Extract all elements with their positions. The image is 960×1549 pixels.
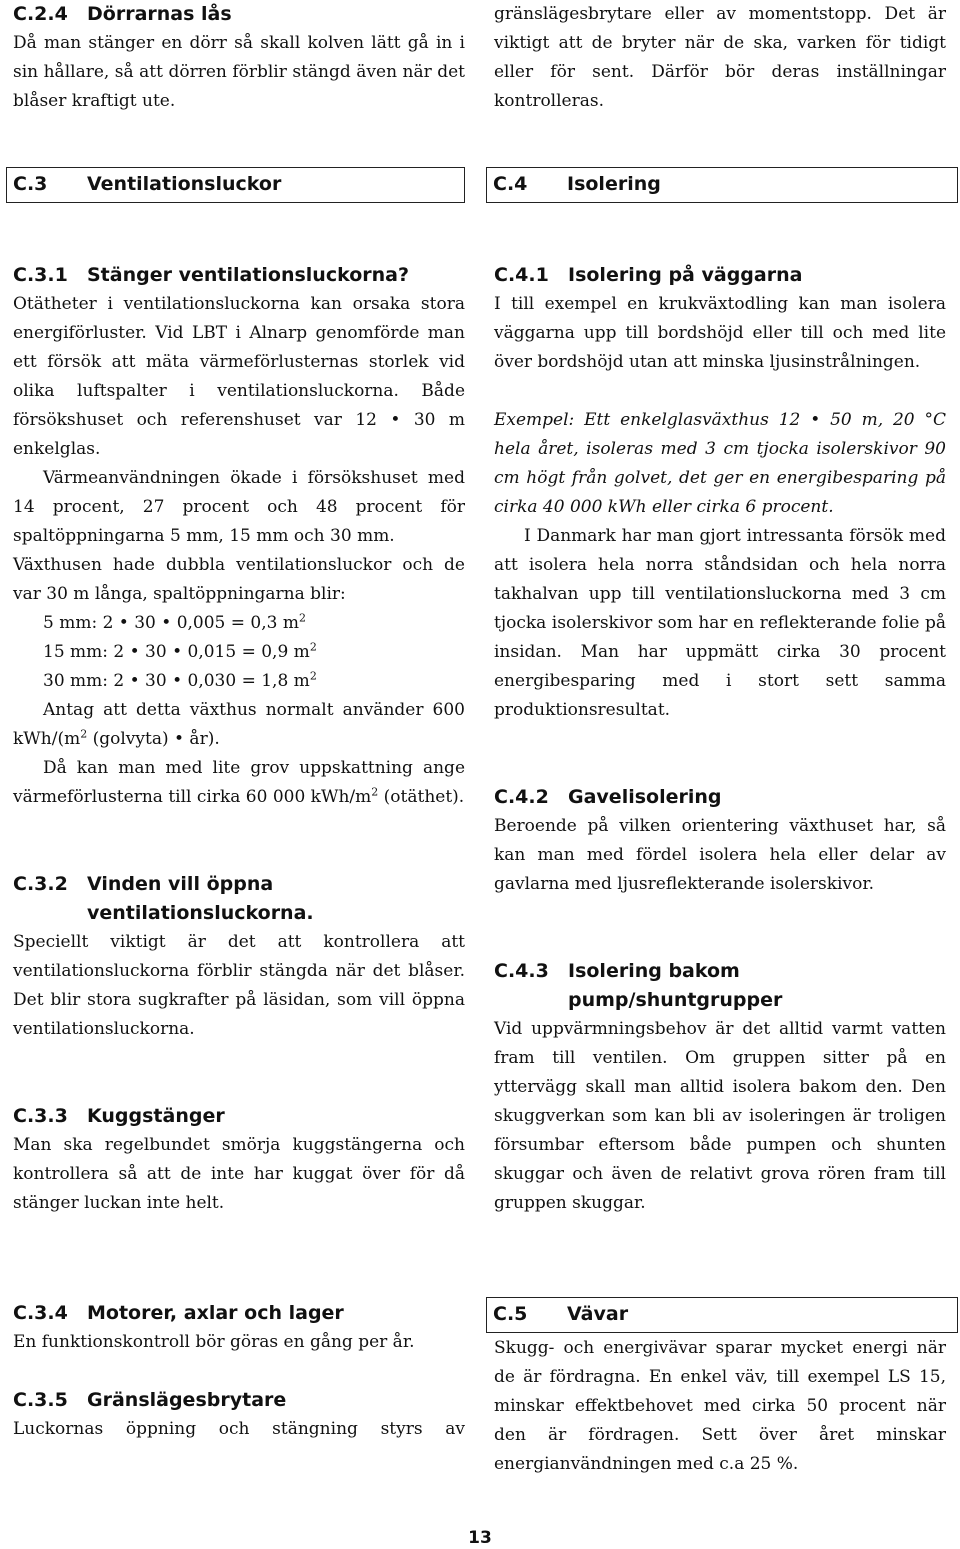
formula-15mm: 15 mm: 2 • 30 • 0,015 = 0,9 $m^2$ — [43, 640, 317, 662]
section-c31: Otätheter i ventilationsluckorna kan orsaka stora energiförluster. Vid LBT i Alnarp genomförde man ett försök att mäta värmeförlusternas storlek vid olika luftspalter i ventilationsluckorna. Både försökshuset och referenshuset var 12 • 30 m enkelglas. Värmeanvändningen ökade i försökshuset med 14 procent, 27 procent och 48 procent för spaltöppningarna 5 mm, 15 mm och 30 mm. Växthusen hade dubbla ventilationsluckor och de var 30 m långa, spaltöppningarna blir: 5 mm: 2 • 30 • 0,005 = 0,3 $m^2$ 15 mm: 2 • 30 • 0,015 = 0,9 $m^2$ 30 mm: 2 • 30 • 0,030 = 1,8 $m^2$ Antag att detta växthus normalt använder 600 kWh/($m^2$ (golvyta) • år). Då kan man med lite grov uppskattning ange värmeförlusterna till cirka 60 000 kWh/$m^2$ (otäthet). — [13, 290, 465, 812]
heading-c42: C.4.2 Gavelisolering — [494, 786, 722, 808]
paragraph-c24-continued: gränslägesbrytare eller av momentstopp. Det är viktigt att de bryter när de ska, varken för tidigt eller för sent. Därför bör deras inställningar kontrolleras. — [494, 4, 946, 111]
page-number: 13 — [468, 1528, 492, 1548]
heading-c24: C.2.4 Dörrarnas lås — [13, 3, 232, 25]
heading-c33: C.3.3 Kuggstänger — [13, 1105, 225, 1127]
section-c42: Beroende på vilken orientering växthuset har, så kan man med fördel isolera hela eller delar av gavlarna med ljusreflekterande isolerskivor. — [494, 816, 946, 894]
heading-box-c5: C.5 Vävar — [486, 1297, 958, 1333]
section-c41: I till exempel en krukväxtodling kan man isolera väggarna upp till bordshöjd eller till och med lite över bordshöjd utan att minska ljusinstrålningen. Exempel: Ett enkelglasväxthus 12 • 50 m, 20 °C hela året, isoleras med 3 cm tjocka isolerskivor 90 cm högt från golvet, det ger en energibesparing på cirka 40 000 kWh eller cirka 6 procent. I Danmark har man gjort intressanta försök med att isolera hela norra ståndsidan och hela norra takhalvan upp till ventilationsluckorna med 3 cm tjocka isolerskivor som har en reflekterande folie på insidan. Man har uppmätt cirka 30 procent energibesparing med i stort sett samma produktionsresultat. — [494, 294, 946, 720]
heading-box-c4: C.4 Isolering — [486, 167, 958, 203]
paragraph-c24: Då man stänger en dörr så skall kolven lätt gå in i sin hållare, så att dörren förblir stängd även när det blåser kraftigt ute. — [13, 33, 465, 111]
section-c43: Vid uppvärmningsbehov är det alltid varmt vatten fram till ventilen. Om gruppen sitter på en yttervägg skall man alltid isolera bakom den. Den skuggverkan som kan bli av isoleringen är troligen försumbar eftersom både pumpen och shunten skuggar och även de relativt grova rören fram till gruppen skuggar. — [494, 1019, 946, 1213]
heading-c41: C.4.1 Isolering på väggarna — [494, 264, 803, 286]
right-column — [494, 261, 946, 1218]
section-c34: En funktionskontroll bör göras en gång per år. — [13, 1332, 415, 1352]
heading-c31: C.3.1 Stänger ventilationsluckorna? — [13, 264, 410, 286]
paragraph-c31-p4: Antag att detta växthus normalt använder 600 kWh/($m^2$ (golvyta) • år). — [13, 700, 465, 749]
heading-c32: C.3.2 Vinden vill öppna ventilationsluckorna. — [13, 873, 314, 924]
paragraph-c31-p5: Då kan man med lite grov uppskattning ange värmeförlusterna till cirka 60 000 kWh/$m^2$ (otäthet). — [13, 758, 465, 807]
section-c33: Man ska regelbundet smörja kuggstängerna och kontrollera så att de inte har kuggat över för då stänger luckan inte helt. — [13, 1135, 465, 1213]
heading-c34: C.3.4 Motorer, axlar och lager — [13, 1302, 344, 1324]
formula-30mm: 30 mm: 2 • 30 • 0,030 = 1,8 $m^2$ — [43, 669, 317, 691]
section-c5: Skugg- och energivävar sparar mycket energi när de är fördragna. En enkel väv, till exempel LS 15, minskar effektbehovet med cirka 50 procent när den är fördragen. Sett över året minskar energianvändningen med c.a 25 %. — [494, 1338, 946, 1474]
bottom-left — [13, 1299, 465, 1444]
heading-c35: C.3.5 Gränslägesbrytare — [13, 1389, 287, 1411]
section-c32: Speciellt viktigt är det att kontrollera att ventilationsluckorna förblir stängda när det blåser. Det blir stora sugkrafter på läsidan, som vill öppna ventilationsluckorna. — [13, 932, 465, 1039]
section-c24 — [13, 0, 465, 116]
formula-5mm: 5 mm: 2 • 30 • 0,005 = 0,3 $m^2$ — [43, 611, 306, 633]
heading-c43: C.4.3 Isolering bakom pump/shuntgrupper — [494, 960, 783, 1011]
left-column — [13, 261, 465, 1218]
section-c35: Luckornas öppning och stängning styrs av — [13, 1419, 465, 1439]
heading-box-c3: C.3 Ventilationsluckor — [6, 167, 465, 203]
